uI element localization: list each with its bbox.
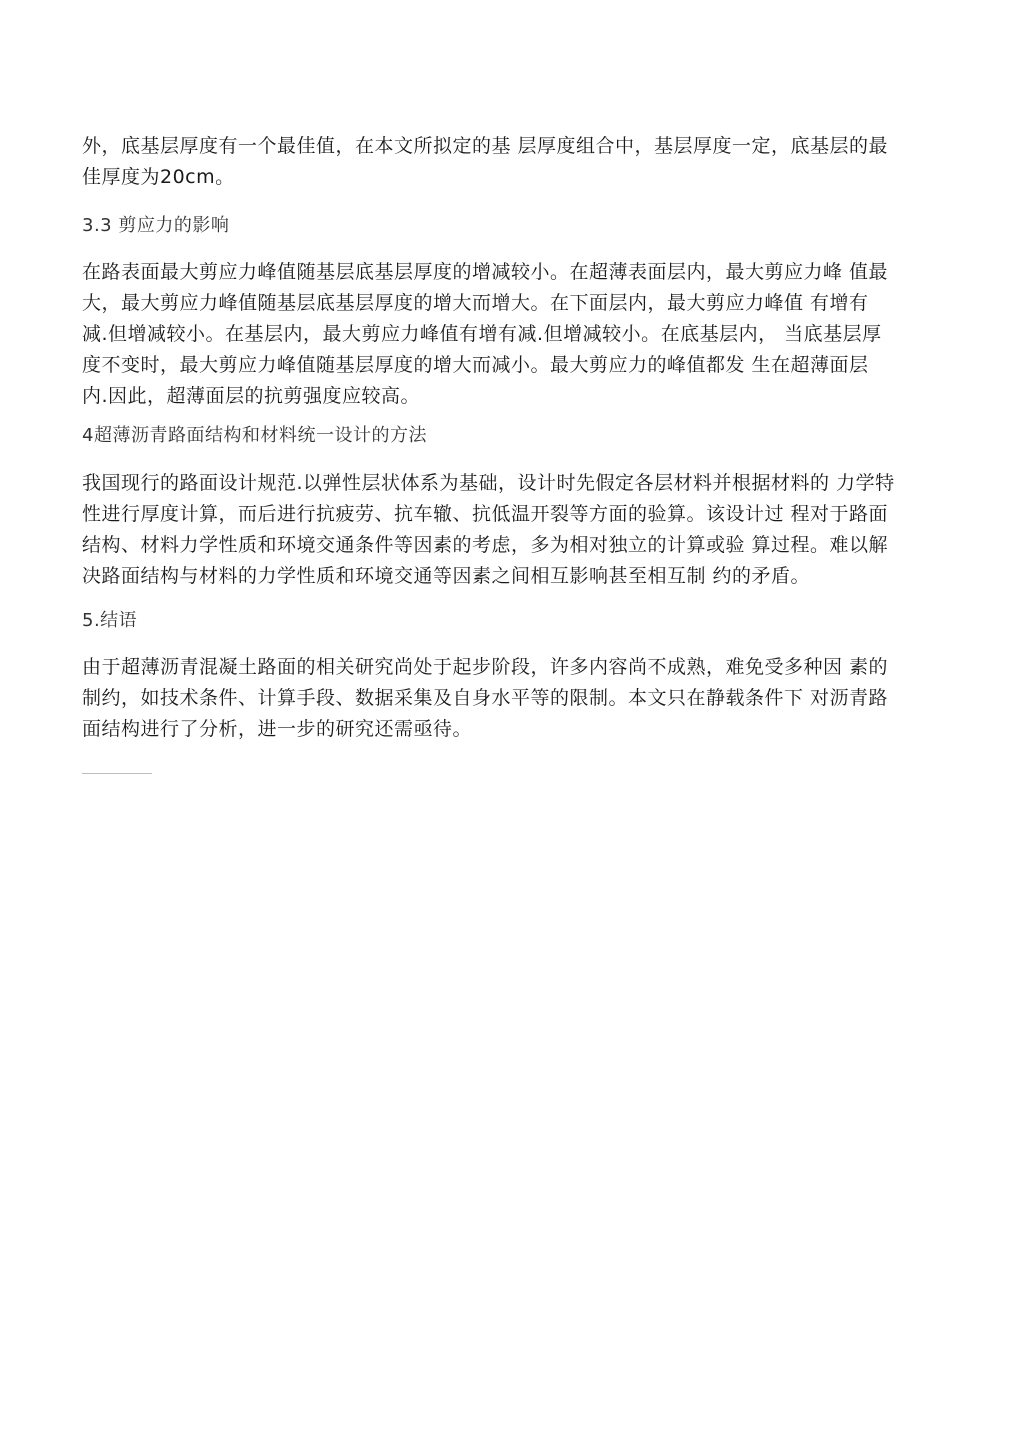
text-line: 大，最大剪应力峰值随基层底基层厚度的增大而增大。在下面层内，最大剪应力峰值 有增有 <box>82 292 869 314</box>
text-line: 性进行厚度计算，而后进行抗疲劳、抗车辙、抗低温开裂等方面的验算。该设计过 程对于路面 <box>82 503 889 525</box>
text-line: 面结构进行了分析，进一步的研究还需亟待。 <box>82 718 473 740</box>
text-line: 制约，如技术条件、计算手段、数据采集及自身水平等的限制。本文只在静载条件下 对沥青路 <box>82 687 889 709</box>
section-heading-5: 5.结语 <box>82 610 138 631</box>
paragraph-conclusion <box>82 652 948 745</box>
text-line: 外，底基层厚度有一个最佳值，在本文所拟定的基 层厚度组合中，基层厚度一定，底基层的最 <box>82 135 889 157</box>
paragraph-shear-stress <box>82 257 948 412</box>
text-line: 在路表面最大剪应力峰值随基层底基层厚度的增减较小。在超薄表面层内，最大剪应力峰 值最 <box>82 261 889 283</box>
text-line: 度不变时，最大剪应力峰值随基层厚度的增大而减小。最大剪应力的峰值都发 生在超薄面层 <box>82 354 869 376</box>
paragraph-base-thickness <box>82 131 948 193</box>
text-line: 决路面结构与材料的力学性质和环境交通等因素之间相互影响甚至相互制 约的矛盾。 <box>82 565 811 587</box>
text-line: 佳厚度为20cm。 <box>82 166 235 188</box>
section-heading-3-3: 3.3 剪应力的影响 <box>82 215 230 236</box>
text-line: 我国现行的路面设计规范.以弹性层状体系为基础，设计时先假定各层材料并根据材料的 力学特 <box>82 472 895 494</box>
section-heading-4: 4超薄沥青路面结构和材料统一设计的方法 <box>82 425 427 446</box>
text-line: 由于超薄沥青混凝土路面的相关研究尚处于起步阶段，许多内容尚不成熟，难免受多种因 素的 <box>82 656 889 678</box>
text-line: 内.因此，超薄面层的抗剪强度应较高。 <box>82 385 421 407</box>
text-line: 结构、材料力学性质和环境交通条件等因素的考虑，多为相对独立的计算或验 算过程。难以解 <box>82 534 889 556</box>
paragraph-design-method <box>82 468 948 592</box>
text-line: 减.但增减较小。在基层内，最大剪应力峰值有增有减.但增减较小。在底基层内， 当底基层厚 <box>82 323 882 345</box>
footnote-divider <box>82 773 152 774</box>
